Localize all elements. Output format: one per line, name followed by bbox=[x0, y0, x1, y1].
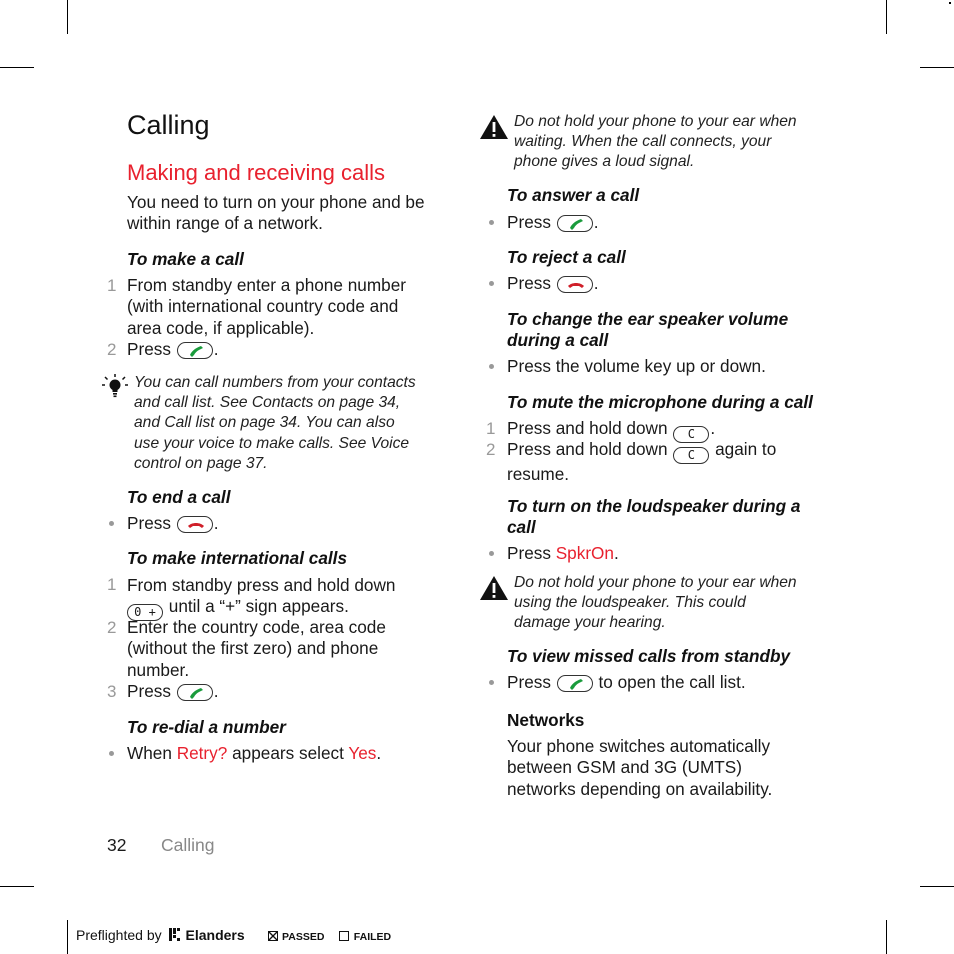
text-line: Do not hold your phone to your ear when bbox=[514, 113, 797, 130]
text: . bbox=[710, 418, 716, 438]
volume-step: Press the volume key up or down. bbox=[507, 356, 766, 376]
text-line: between GSM and 3G (UMTS) bbox=[507, 757, 742, 778]
text-line: control on page 37. bbox=[134, 454, 268, 472]
networks-text bbox=[507, 736, 772, 800]
intro-text: You need to turn on your phone and be within range of a network. bbox=[127, 192, 425, 234]
passed-checkbox-icon bbox=[268, 931, 278, 941]
text-line: use your voice to make calls. See Voice bbox=[134, 434, 410, 452]
spkron-label: SpkrOn bbox=[555, 543, 614, 563]
call-key-icon bbox=[177, 684, 213, 701]
preflight-prefix: Preflighted by bbox=[76, 927, 162, 943]
answer-step bbox=[507, 212, 599, 233]
lightbulb-icon bbox=[101, 373, 129, 401]
text-line: (with international country code and bbox=[127, 296, 399, 317]
elanders-logo-icon bbox=[169, 928, 181, 941]
text-line: using the loudspeaker. This could bbox=[514, 594, 746, 612]
text-line: and call list. See Contacts on page 34, bbox=[134, 394, 401, 412]
loudspeaker-step bbox=[507, 543, 619, 564]
step-number: 2 bbox=[107, 618, 117, 637]
call-key-icon bbox=[557, 675, 593, 692]
page-title: Calling bbox=[127, 110, 210, 140]
text-line: during a call bbox=[507, 330, 609, 350]
retry-label: Retry? bbox=[176, 743, 228, 763]
step-number: 3 bbox=[107, 682, 117, 701]
failed-checkbox-icon bbox=[339, 931, 349, 941]
yes-label: Yes bbox=[348, 743, 377, 763]
text: until a “+” sign appears. bbox=[168, 596, 349, 617]
step-number: 2 bbox=[107, 340, 117, 359]
reject-step bbox=[507, 273, 599, 294]
bullet bbox=[109, 521, 114, 526]
crop-mark bbox=[886, 0, 887, 34]
text: Press and hold down bbox=[507, 439, 668, 459]
text: . bbox=[593, 273, 599, 293]
page-number: 32 bbox=[107, 835, 127, 855]
intl-calls-heading: To make international calls bbox=[127, 548, 348, 568]
bullet bbox=[489, 551, 494, 556]
text-line: number. bbox=[127, 659, 190, 680]
text: Press bbox=[127, 681, 171, 701]
intl-step3 bbox=[127, 681, 219, 702]
text: to open the call list. bbox=[598, 672, 746, 692]
text: appears select bbox=[232, 743, 344, 763]
make-call-step2 bbox=[127, 339, 219, 360]
warning1-note bbox=[514, 112, 797, 173]
intl-step1 bbox=[127, 575, 395, 621]
bullet bbox=[489, 364, 494, 369]
loudspeaker-heading bbox=[507, 496, 800, 538]
text: . bbox=[213, 339, 219, 359]
text-line: Enter the country code, area code bbox=[127, 617, 386, 637]
call-key-icon bbox=[177, 342, 213, 359]
warning-icon bbox=[479, 575, 509, 601]
text-line: Your phone switches automatically bbox=[507, 736, 771, 756]
call-key-icon bbox=[557, 215, 593, 232]
footer-section: Calling bbox=[161, 835, 215, 855]
text-line: To turn on the loudspeaker during a bbox=[507, 496, 801, 516]
text-line: and Call list on page 34. You can also bbox=[134, 414, 395, 432]
warning-icon bbox=[479, 114, 509, 140]
end-call-key-icon bbox=[177, 516, 213, 533]
text: Press bbox=[507, 273, 551, 293]
text-line: To change the ear speaker volume bbox=[507, 309, 789, 329]
text: Press and hold down bbox=[507, 418, 668, 438]
text-line: damage your hearing. bbox=[514, 614, 666, 632]
text-line: You can call numbers from your contacts bbox=[134, 374, 416, 391]
text-line: call bbox=[507, 517, 536, 537]
text-line: resume. bbox=[507, 464, 570, 484]
crop-mark bbox=[886, 920, 887, 954]
crop-dot bbox=[949, 2, 951, 4]
c-key-icon: C bbox=[673, 426, 709, 443]
crop-mark bbox=[0, 886, 34, 887]
end-call-heading: To end a call bbox=[127, 487, 231, 507]
preflight-brand: Elanders bbox=[185, 927, 245, 943]
passed-label: PASSED bbox=[282, 931, 325, 943]
failed-label: FAILED bbox=[353, 931, 392, 943]
step-number: 1 bbox=[107, 276, 117, 295]
redial-heading: To re-dial a number bbox=[127, 717, 286, 737]
bullet bbox=[489, 680, 494, 685]
reject-heading: To reject a call bbox=[507, 247, 626, 267]
text: Press bbox=[507, 212, 551, 232]
answer-heading: To answer a call bbox=[507, 185, 640, 205]
text-line: waiting. When the call connects, your bbox=[514, 133, 772, 151]
text: . bbox=[593, 212, 599, 232]
step-number: 1 bbox=[107, 575, 117, 594]
text-line: phone gives a loud signal. bbox=[514, 153, 695, 171]
end-call-step bbox=[127, 513, 219, 534]
text-line: (without the first zero) and phone bbox=[127, 638, 379, 659]
text: . bbox=[614, 543, 619, 563]
crop-mark bbox=[67, 0, 68, 34]
mute-heading: To mute the microphone during a call bbox=[507, 392, 813, 412]
text: . bbox=[376, 743, 382, 763]
make-call-step1 bbox=[127, 275, 406, 339]
text-line: Do not hold your phone to your ear when bbox=[514, 574, 797, 591]
text: Press bbox=[127, 513, 171, 533]
missed-step bbox=[507, 672, 746, 693]
make-call-heading: To make a call bbox=[127, 249, 244, 269]
section-heading: Making and receiving calls bbox=[127, 160, 386, 185]
text-line: networks depending on availability. bbox=[507, 778, 773, 799]
crop-mark bbox=[67, 920, 68, 954]
c-key-icon: C bbox=[673, 447, 709, 464]
warning2-note bbox=[514, 573, 797, 634]
end-call-key-icon bbox=[557, 276, 593, 293]
zero-plus-key-icon: 0 + bbox=[127, 604, 163, 621]
preflight-stamp bbox=[76, 927, 391, 945]
text: Press bbox=[507, 672, 551, 692]
crop-mark bbox=[920, 67, 954, 68]
redial-step bbox=[127, 743, 381, 764]
text-line: area code, if applicable). bbox=[127, 317, 315, 338]
mute-step2 bbox=[507, 439, 776, 485]
volume-heading bbox=[507, 309, 788, 351]
step-number: 1 bbox=[486, 419, 496, 438]
bullet bbox=[489, 281, 494, 286]
bullet bbox=[109, 751, 114, 756]
bullet bbox=[489, 220, 494, 225]
text: Press bbox=[507, 543, 551, 563]
missed-heading: To view missed calls from standby bbox=[507, 646, 791, 666]
text: Press bbox=[127, 339, 171, 359]
text: again to bbox=[715, 439, 777, 459]
step-number: 2 bbox=[486, 440, 496, 459]
crop-mark bbox=[920, 886, 954, 887]
crop-mark bbox=[0, 67, 34, 68]
tip-note bbox=[134, 373, 416, 474]
intl-step2 bbox=[127, 617, 386, 681]
text: . bbox=[213, 681, 219, 701]
text-line: From standby press and hold down bbox=[127, 575, 396, 595]
networks-heading: Networks bbox=[507, 710, 585, 730]
text: . bbox=[213, 513, 219, 533]
text: When bbox=[127, 743, 172, 763]
text-line: From standby enter a phone number bbox=[127, 275, 406, 295]
